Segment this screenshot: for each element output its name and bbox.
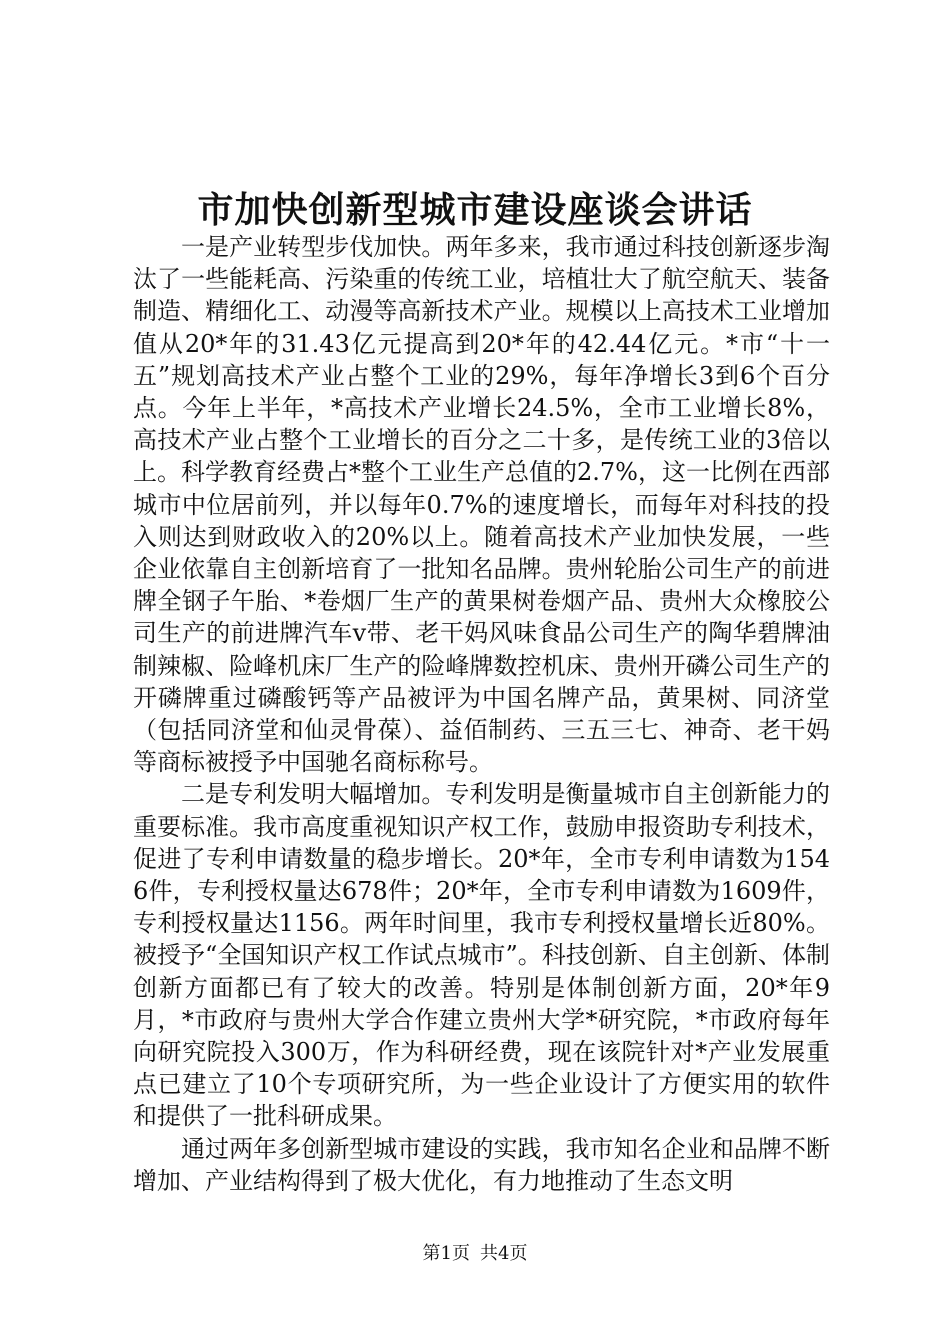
paragraph-conclusion: 通过两年多创新型城市建设的实践，我市知名企业和品牌不断增加、产业结构得到了极大优化，有力地推动了生态文明 — [133, 1134, 830, 1195]
document-title: 市加快创新型城市建设座谈会讲话 — [197, 189, 753, 231]
page-footer — [0, 1242, 950, 1266]
document-body — [133, 231, 830, 1197]
page-total: 共4页 — [480, 1243, 528, 1264]
paragraph-patent-growth: 二是专利发明大幅增加。专利发明是衡量城市自主创新能力的重要标准。我市高度重视知识产权工作，鼓励申报资助专利技术，促进了专利申请数量的稳步增长。20*年，全市专利申请数为1546件，专利授权量达678件；20*年，全市专利申请数为1609件，专利授权量达1156。两年时间里，我市专利授权量增长近80%。被授予“全国知识产权工作试点城市”。科技创新、自主创新、体制创新方面都已有了较大的改善。特别是体制创新方面，20*年9月，*市政府与贵州大学合作建立贵州大学*研究院，*市政府每年向研究院投入300万，作为科研经费，现在该院针对*产业发展重点已建立了10个专项研究所，为一些企业设计了方便实用的软件和提供了一批科研成果。 — [133, 780, 830, 1131]
page-number: 第1页 — [422, 1243, 470, 1264]
paragraph-industry-transformation: 一是产业转型步伐加快。两年多来，我市通过科技创新逐步淘汰了一些能耗高、污染重的传统工业，培植壮大了航空航天、装备制造、精细化工、动漫等高新技术产业。规模以上高技术工业增加值从20*年的31.43亿元提高到20*年的42.44亿元。*市“十一五”规划高技术产业占整个工业的29%，每年净增长3到6个百分点。今年上半年，*高技术产业增长24.5%，全市工业增长8%，高技术产业占整个工业增长的百分之二十多，是传统工业的3倍以上。科学教育经费占*整个工业生产总值的2.7%，这一比例在西部城市中位居前列，并以每年0.7%的速度增长，而每年对科技的投入则达到财政收入的20%以上。随着高技术产业加快发展，一些企业依靠自主创新培育了一批知名品牌。贵州轮胎公司生产的前进牌全钢子午胎、*卷烟厂生产的黄果树卷烟产品、贵州大众橡胶公司生产的前进牌汽车v带、老干妈风味食品公司生产的陶华碧牌油制辣椒、险峰机床厂生产的险峰牌数控机床、贵州开磷公司生产的开磷牌重过磷酸钙等产品被评为中国名牌产品，黄果树、同济堂（包括同济堂和仙灵骨葆）、益佰制药、三五三七、神奇、老干妈等商标被授予中国驰名商标称号。 — [133, 233, 830, 777]
